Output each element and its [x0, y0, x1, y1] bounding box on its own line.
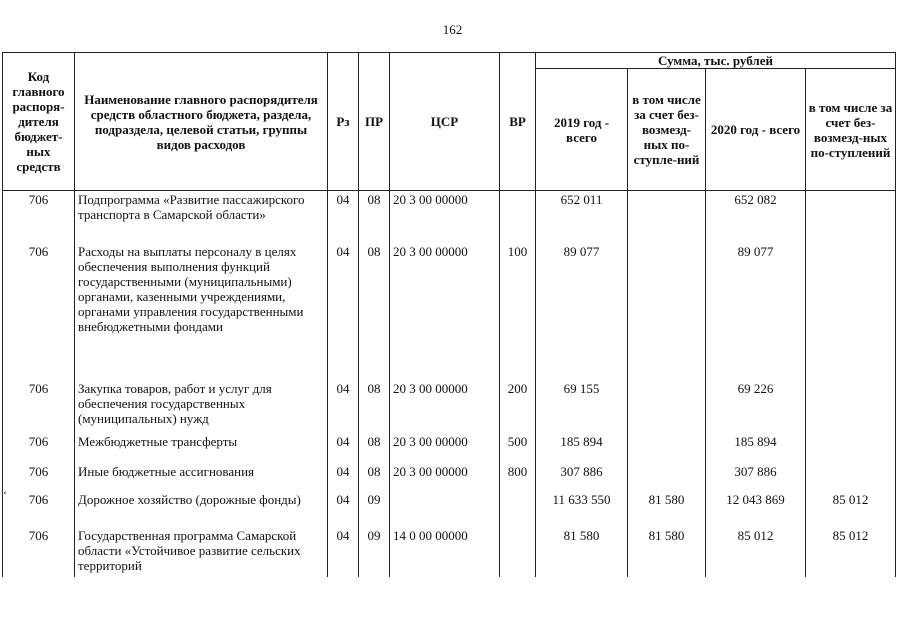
cell-2019-free — [628, 463, 706, 491]
cell-csr: 20 3 00 00000 — [390, 380, 500, 433]
cell-rz: 04 — [328, 491, 359, 527]
cell-code: 706 — [3, 191, 75, 243]
header-rz: Рз — [328, 53, 359, 191]
cell-2019-total: 185 894 — [536, 433, 628, 463]
cell-csr — [390, 491, 500, 527]
cell-rz: 04 — [328, 433, 359, 463]
cell-vr: 200 — [500, 380, 536, 433]
cell-code: 706 — [3, 380, 75, 433]
cell-2020-total: 652 082 — [706, 191, 806, 243]
cell-pr: 08 — [359, 433, 390, 463]
cell-rz: 04 — [328, 463, 359, 491]
cell-csr: 14 0 00 00000 — [390, 527, 500, 577]
cell-name: Государственная программа Самарской области «Устойчивое развитие сельских территорий — [75, 527, 328, 577]
cell-2019-total: 89 077 — [536, 243, 628, 380]
table-row — [3, 243, 896, 380]
cell-csr: 20 3 00 00000 — [390, 243, 500, 380]
cell-2019-free — [628, 380, 706, 433]
header-pr: ПР — [359, 53, 390, 191]
cell-2020-free — [806, 380, 896, 433]
cell-rz: 04 — [328, 243, 359, 380]
cell-2019-total: 11 633 550 — [536, 491, 628, 527]
cell-vr: 100 — [500, 243, 536, 380]
header-csr: ЦСР — [390, 53, 500, 191]
cell-2019-free — [628, 243, 706, 380]
page-number: 162 — [442, 22, 463, 37]
cell-2020-free: 85 012 — [806, 527, 896, 577]
cell-rz: 04 — [328, 527, 359, 577]
cell-2020-total: 12 043 869 — [706, 491, 806, 527]
cell-csr: 20 3 00 00000 — [390, 463, 500, 491]
header-2019-free: в том числе за счет без-возмезд-ных по-ступле-ний — [628, 69, 706, 191]
cell-name: Иные бюджетные ассигнования — [75, 463, 328, 491]
cell-2020-total: 89 077 — [706, 243, 806, 380]
cell-name: Дорожное хозяйство (дорожные фонды) — [75, 491, 328, 527]
header-code: Код главного распоря-дителя бюджет-ных средств — [3, 53, 75, 191]
cell-2020-total: 85 012 — [706, 527, 806, 577]
cell-csr: 20 3 00 00000 — [390, 433, 500, 463]
cell-2020-free — [806, 191, 896, 243]
cell-pr: 09 — [359, 491, 390, 527]
cell-name: Закупка товаров, работ и услуг для обеспечения государственных (муниципальных) нужд — [75, 380, 328, 433]
cell-2019-total: 307 886 — [536, 463, 628, 491]
cell-code: 706 — [3, 243, 75, 380]
cell-pr: 08 — [359, 191, 390, 243]
header-2019-total: 2019 год - всего — [536, 69, 628, 191]
cell-2020-total: 69 226 — [706, 380, 806, 433]
header-2020-total: 2020 год - всего — [706, 69, 806, 191]
cell-vr — [500, 191, 536, 243]
cell-name: Расходы на выплаты персоналу в целях обеспечения выполнения функций государственными (муниципальными) органами, казенными учреждениями, органами управления государственными внебюджетными фондами — [75, 243, 328, 380]
table-row — [3, 527, 896, 577]
cell-2019-free: 81 580 — [628, 491, 706, 527]
header-2020-free: в том числе за счет без-возмезд-ных по-ступлений — [806, 69, 896, 191]
table-row — [3, 463, 896, 491]
cell-2020-total: 307 886 — [706, 463, 806, 491]
cell-vr: 800 — [500, 463, 536, 491]
table-row — [3, 191, 896, 243]
cell-code: 706 — [3, 463, 75, 491]
cell-pr: 09 — [359, 527, 390, 577]
cell-2019-total: 652 011 — [536, 191, 628, 243]
cell-code: 706 — [3, 433, 75, 463]
cell-2020-free — [806, 433, 896, 463]
cell-csr: 20 3 00 00000 — [390, 191, 500, 243]
header-vr: ВР — [500, 53, 536, 191]
cell-vr: 500 — [500, 433, 536, 463]
cell-2019-free — [628, 191, 706, 243]
header-sum: Сумма, тыс. рублей — [536, 53, 896, 69]
cell-pr: 08 — [359, 380, 390, 433]
budget-table — [2, 52, 896, 577]
margin-mark: ‘ — [3, 488, 7, 502]
cell-pr: 08 — [359, 463, 390, 491]
cell-2019-free — [628, 433, 706, 463]
cell-2020-free: 85 012 — [806, 491, 896, 527]
cell-name: Подпрограмма «Развитие пассажирского транспорта в Самарской области» — [75, 191, 328, 243]
table-row — [3, 380, 896, 433]
cell-code: 706 — [3, 491, 75, 527]
cell-2019-total: 81 580 — [536, 527, 628, 577]
cell-2019-free: 81 580 — [628, 527, 706, 577]
cell-rz: 04 — [328, 191, 359, 243]
cell-vr — [500, 491, 536, 527]
table-row — [3, 491, 896, 527]
cell-vr — [500, 527, 536, 577]
header-name: Наименование главного распорядителя средств областного бюджета, раздела, подраздела, целевой статьи, группы видов расходов — [75, 53, 328, 191]
cell-2020-free — [806, 243, 896, 380]
cell-2020-free — [806, 463, 896, 491]
cell-code: 706 — [3, 527, 75, 577]
cell-2019-total: 69 155 — [536, 380, 628, 433]
cell-rz: 04 — [328, 380, 359, 433]
table-row — [3, 433, 896, 463]
cell-pr: 08 — [359, 243, 390, 380]
cell-name: Межбюджетные трансферты — [75, 433, 328, 463]
cell-2020-total: 185 894 — [706, 433, 806, 463]
